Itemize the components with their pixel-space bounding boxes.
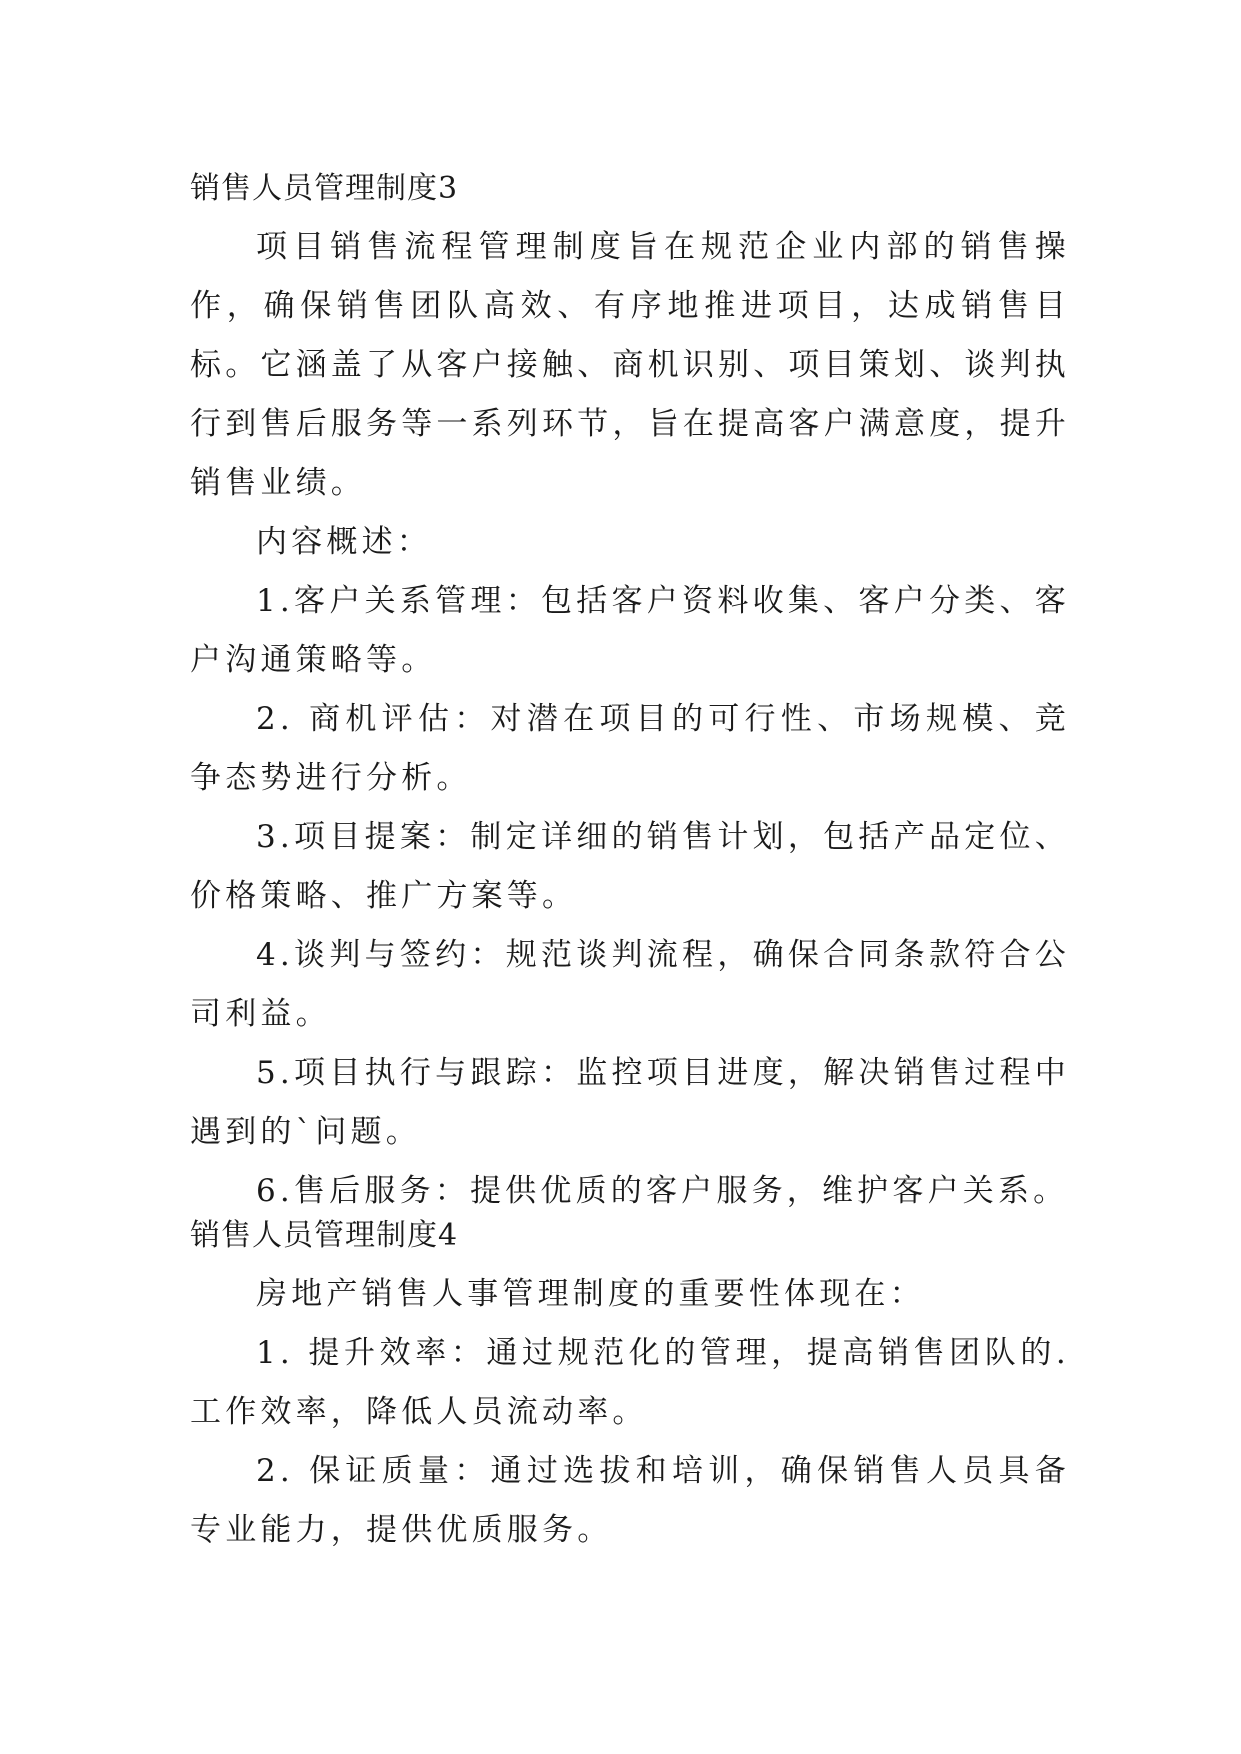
list-item: 1. 提升效率：通过规范化的管理，提高销售团队的.工作效率，降低人员流动率。 [190,1335,1070,1430]
section-heading: 销售人员管理制度4 [190,1218,459,1253]
list-item: 3.项目提案：制定详细的销售计划，包括产品定位、价格策略、推广方案等。 [190,819,1070,914]
section-heading: 销售人员管理制度3 [190,171,459,206]
list-item: 2. 商机评估：对潜在项目的可行性、市场规模、竞争态势进行分析。 [190,701,1070,796]
list-item: 4.谈判与签约：规范谈判流程，确保合同条款符合公司利益。 [190,937,1070,1032]
paragraph-overview-label: 内容概述： [256,524,432,560]
list-item: 1.客户关系管理：包括客户资料收集、客户分类、客户沟通策略等。 [190,583,1070,678]
section-4 [190,1207,1070,1560]
paragraph-intro: 项目销售流程管理制度旨在规范企业内部的销售操作，确保销售团队高效、有序地推进项目，达成销售目标。它涵盖了从客户接触、商机识别、项目策划、谈判执行到售后服务等一系列环节，旨在提高客户满意度，提升销售业绩。 [190,229,1070,501]
section-3 [190,160,1070,1221]
list-item: 6.售后服务：提供优质的客户服务，维护客户关系。 [256,1173,1069,1209]
list-item: 5.项目执行与跟踪：监控项目进度，解决销售过程中遇到的`问题。 [190,1055,1070,1150]
paragraph-intro: 房地产销售人事管理制度的重要性体现在： [256,1276,925,1312]
list-item: 2. 保证质量：通过选拔和培训，确保销售人员具备专业能力，提供优质服务。 [190,1453,1070,1548]
